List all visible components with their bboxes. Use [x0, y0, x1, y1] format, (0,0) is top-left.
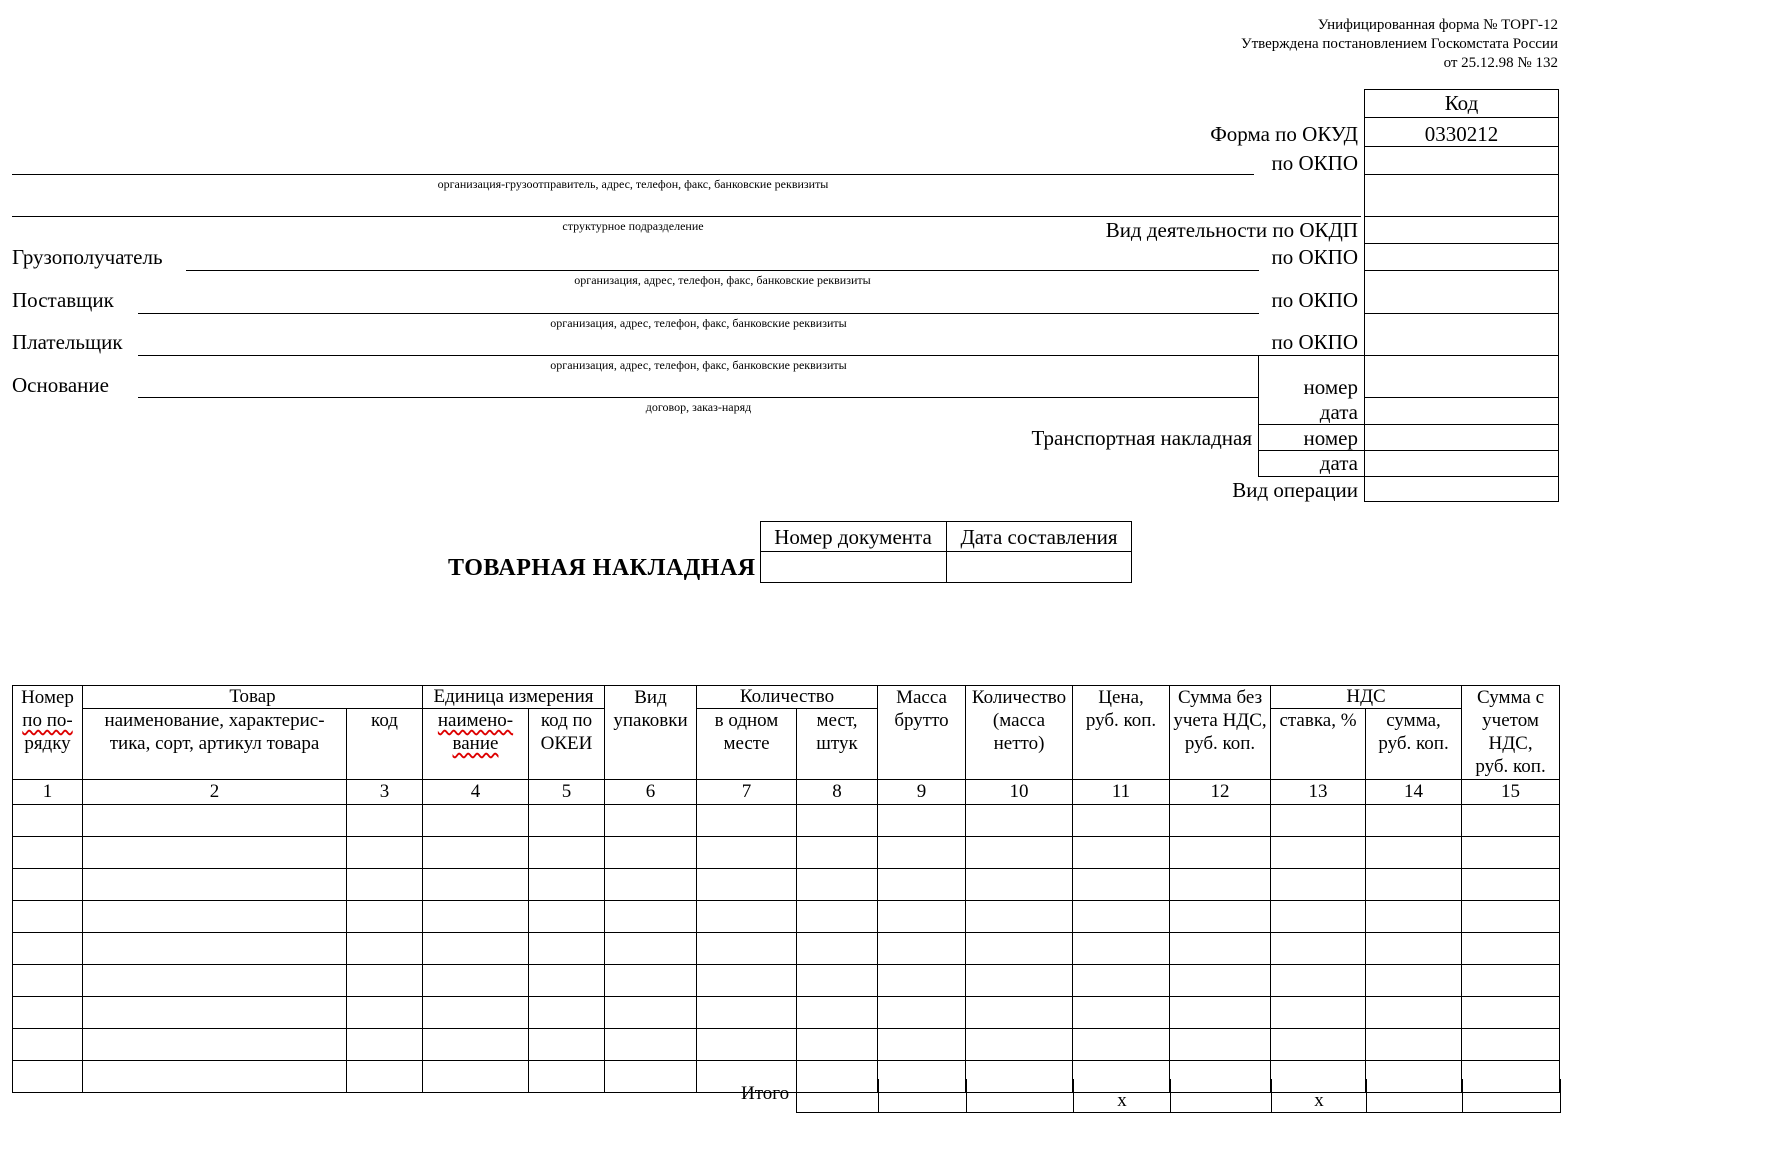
table-cell[interactable] [1366, 965, 1462, 997]
table-cell[interactable] [83, 869, 347, 901]
table-cell[interactable] [878, 869, 966, 901]
table-cell[interactable] [697, 837, 797, 869]
table-cell[interactable] [1073, 869, 1170, 901]
table-cell[interactable] [1271, 869, 1366, 901]
table-cell[interactable] [1462, 805, 1560, 837]
payer-label: Плательщик [12, 330, 123, 354]
table-cell[interactable] [1271, 805, 1366, 837]
table-cell[interactable] [797, 933, 878, 965]
table-row [13, 805, 1560, 837]
table-cell[interactable] [13, 1061, 83, 1093]
table-cell[interactable] [1073, 933, 1170, 965]
kod-header: Код [1444, 91, 1479, 115]
table-cell[interactable] [13, 965, 83, 997]
col-qty-places-header: мест, штук [797, 709, 878, 780]
total-sum-with-vat[interactable] [1463, 1079, 1561, 1113]
total-price-x: x [1074, 1079, 1171, 1113]
table-cell[interactable] [13, 805, 83, 837]
table-cell[interactable] [966, 805, 1073, 837]
table-cell[interactable] [605, 1061, 697, 1093]
col-goods-header: Товар [83, 686, 423, 709]
table-cell[interactable] [605, 869, 697, 901]
table-cell[interactable] [529, 901, 605, 933]
table-cell[interactable] [1462, 965, 1560, 997]
table-cell[interactable] [1170, 997, 1271, 1029]
table-cell[interactable] [878, 933, 966, 965]
table-cell[interactable] [966, 997, 1073, 1029]
table-cell[interactable] [966, 933, 1073, 965]
header-row-1 [13, 686, 1560, 709]
col-unit-name-header: наимено- вание [423, 709, 529, 780]
table-cell[interactable] [13, 869, 83, 901]
table-cell[interactable] [1170, 901, 1271, 933]
transport-label: Транспортная накладная [1031, 426, 1252, 450]
table-cell[interactable] [83, 1061, 347, 1093]
table-cell[interactable] [605, 1029, 697, 1061]
col-price-header: Цена, руб. коп. [1073, 686, 1170, 780]
table-cell[interactable] [966, 1029, 1073, 1061]
basis-date-label: дата [1319, 400, 1358, 424]
header-row-2 [13, 709, 1560, 780]
table-cell[interactable] [1073, 837, 1170, 869]
table-cell[interactable] [797, 901, 878, 933]
doc-number-header: Номер документа [774, 525, 932, 549]
table-cell[interactable] [13, 1029, 83, 1061]
table-cell[interactable] [529, 869, 605, 901]
form-date: от 25.12.98 № 132 [1443, 55, 1558, 71]
table-cell[interactable] [347, 933, 423, 965]
table-cell[interactable] [797, 1029, 878, 1061]
table-cell[interactable] [1170, 869, 1271, 901]
table-cell[interactable] [1073, 997, 1170, 1029]
basis-caption: договор, заказ-наряд [645, 400, 752, 414]
col-qty-header: Количество [697, 686, 878, 709]
table-cell[interactable] [697, 965, 797, 997]
col-num: 13 [1271, 780, 1366, 805]
table-cell[interactable] [83, 933, 347, 965]
table-cell[interactable] [966, 837, 1073, 869]
total-gross[interactable] [879, 1079, 967, 1113]
table-cell[interactable] [966, 965, 1073, 997]
table-cell[interactable] [1073, 901, 1170, 933]
table-cell[interactable] [529, 805, 605, 837]
col-num: 1 [13, 780, 83, 805]
table-cell[interactable] [347, 1029, 423, 1061]
table-cell[interactable] [1462, 997, 1560, 1029]
col-num: 9 [878, 780, 966, 805]
table-cell[interactable] [423, 997, 529, 1029]
table-cell[interactable] [423, 965, 529, 997]
basis-label: Основание [12, 373, 109, 397]
table-cell[interactable] [605, 805, 697, 837]
col-num: 8 [797, 780, 878, 805]
table-cell[interactable] [1271, 837, 1366, 869]
table-cell[interactable] [1366, 901, 1462, 933]
table-cell[interactable] [529, 965, 605, 997]
col-goods-code-header: код [347, 709, 423, 780]
col-vat-sum-header: сумма, руб. коп. [1366, 709, 1462, 780]
table-cell[interactable] [347, 997, 423, 1029]
col-unit-header: Единица измерения [423, 686, 605, 709]
col-net-header: Количество (масса нетто) [966, 686, 1073, 780]
table-cell[interactable] [1073, 1029, 1170, 1061]
table-cell[interactable] [878, 965, 966, 997]
col-sum-with-vat-header: Сумма с учетом НДС, руб. коп. [1462, 686, 1560, 780]
col-qty-one-header: в одном месте [697, 709, 797, 780]
okpo-label-consignee: по ОКПО [1271, 245, 1358, 269]
table-cell[interactable] [529, 1061, 605, 1093]
supplier-line[interactable] [138, 313, 1259, 314]
table-cell[interactable] [83, 997, 347, 1029]
table-cell[interactable] [966, 869, 1073, 901]
table-cell[interactable] [605, 901, 697, 933]
col-gross-header: Масса брутто [878, 686, 966, 780]
col-unit-okei-header: код по ОКЕИ [529, 709, 605, 780]
transport-number-label: номер [1303, 426, 1358, 450]
payer-line[interactable] [138, 355, 1259, 356]
col-num: 10 [966, 780, 1073, 805]
operation-type-label: Вид операции [1232, 478, 1358, 502]
table-cell[interactable] [1073, 805, 1170, 837]
table-cell[interactable] [347, 965, 423, 997]
table-cell[interactable] [797, 869, 878, 901]
okpo-label-supplier: по ОКПО [1271, 288, 1358, 312]
division-caption: структурное подразделение [562, 219, 704, 233]
col-num: 5 [529, 780, 605, 805]
col-num: 2 [83, 780, 347, 805]
table-cell[interactable] [1170, 965, 1271, 997]
table-cell[interactable] [423, 869, 529, 901]
table-cell[interactable] [797, 805, 878, 837]
okud-value[interactable]: 0330212 [1424, 122, 1499, 146]
table-cell[interactable] [1462, 933, 1560, 965]
table-cell[interactable] [1170, 933, 1271, 965]
table-cell[interactable] [605, 965, 697, 997]
table-cell[interactable] [1271, 933, 1366, 965]
table-cell[interactable] [423, 837, 529, 869]
consignee-caption: организация, адрес, телефон, факс, банковские реквизиты [574, 273, 871, 287]
table-cell[interactable] [1271, 1029, 1366, 1061]
col-num: 12 [1170, 780, 1271, 805]
form-name: Унифицированная форма № ТОРГ-12 [1317, 17, 1558, 33]
table-cell[interactable] [1462, 869, 1560, 901]
table-cell[interactable] [1366, 933, 1462, 965]
table-cell[interactable] [697, 869, 797, 901]
table-row [13, 997, 1560, 1029]
table-cell[interactable] [83, 805, 347, 837]
table-cell[interactable] [1366, 837, 1462, 869]
consignee-line[interactable] [186, 270, 1259, 271]
col-sum-no-vat-header: Сумма без учета НДС, руб. коп. [1170, 686, 1271, 780]
table-cell[interactable] [423, 1061, 529, 1093]
total-net[interactable] [967, 1079, 1074, 1113]
table-cell[interactable] [1271, 965, 1366, 997]
doc-date-field[interactable] [948, 553, 1131, 581]
total-vat-rate-x: x [1272, 1079, 1367, 1113]
okdp-label: Вид деятельности по ОКДП [1105, 218, 1358, 242]
totals-row [796, 1079, 1561, 1113]
table-cell[interactable] [13, 901, 83, 933]
col-num: 6 [605, 780, 697, 805]
table-cell[interactable] [529, 933, 605, 965]
table-cell[interactable] [13, 997, 83, 1029]
table-cell[interactable] [83, 837, 347, 869]
col-num: 4 [423, 780, 529, 805]
col-vat-rate-header: ставка, % [1271, 709, 1366, 780]
table-cell[interactable] [1170, 805, 1271, 837]
okpo-label-payer: по ОКПО [1271, 330, 1358, 354]
table-cell[interactable] [878, 901, 966, 933]
table-cell[interactable] [1271, 997, 1366, 1029]
table-cell[interactable] [13, 933, 83, 965]
doc-date-header: Дата составления [960, 525, 1118, 549]
division-line[interactable] [12, 216, 1361, 217]
table-cell[interactable] [83, 965, 347, 997]
table-cell[interactable] [966, 901, 1073, 933]
table-cell[interactable] [797, 997, 878, 1029]
table-cell[interactable] [1366, 1029, 1462, 1061]
table-cell[interactable] [697, 1029, 797, 1061]
table-cell[interactable] [797, 965, 878, 997]
table-cell[interactable] [1271, 901, 1366, 933]
total-places[interactable] [797, 1079, 879, 1113]
table-cell[interactable] [605, 837, 697, 869]
form-header [1241, 16, 1558, 73]
table-row [13, 1029, 1560, 1061]
shipper-line[interactable] [12, 174, 1254, 175]
table-cell[interactable] [1170, 1029, 1271, 1061]
table-cell[interactable] [529, 837, 605, 869]
table-cell[interactable] [83, 901, 347, 933]
table-row [13, 933, 1560, 965]
table-row [13, 901, 1560, 933]
col-num: 11 [1073, 780, 1170, 805]
supplier-label: Поставщик [12, 288, 114, 312]
okud-label: Форма по ОКУД [1210, 122, 1358, 146]
table-cell[interactable] [423, 933, 529, 965]
table-cell[interactable] [529, 997, 605, 1029]
table-row [13, 869, 1560, 901]
table-cell[interactable] [1366, 997, 1462, 1029]
table-cell[interactable] [878, 837, 966, 869]
col-num: 14 [1366, 780, 1462, 805]
table-cell[interactable] [1366, 805, 1462, 837]
total-vat-sum[interactable] [1367, 1079, 1463, 1113]
transport-date-label: дата [1319, 451, 1358, 475]
table-cell[interactable] [1073, 965, 1170, 997]
col-goods-name-header: наименование, характерис- тика, сорт, артикул товара [83, 709, 347, 780]
document-title: ТОВАРНАЯ НАКЛАДНАЯ [448, 555, 756, 581]
col-num: 3 [347, 780, 423, 805]
shipper-caption: организация-грузоотправитель, адрес, телефон, факс, банковские реквизиты [437, 177, 829, 191]
table-cell[interactable] [605, 933, 697, 965]
col-number-header: Номер по по- рядку [13, 686, 83, 780]
table-cell[interactable] [423, 1029, 529, 1061]
table-cell[interactable] [347, 869, 423, 901]
col-num: 15 [1462, 780, 1560, 805]
table-cell[interactable] [605, 997, 697, 1029]
table-cell[interactable] [13, 837, 83, 869]
table-row [13, 965, 1560, 997]
supplier-caption: организация, адрес, телефон, факс, банковские реквизиты [550, 316, 847, 330]
table-cell[interactable] [697, 901, 797, 933]
table-cell[interactable] [697, 805, 797, 837]
table-cell[interactable] [1462, 901, 1560, 933]
table-cell[interactable] [1170, 837, 1271, 869]
table-cell[interactable] [1462, 1029, 1560, 1061]
column-number-row [13, 780, 1560, 805]
basis-line[interactable] [138, 397, 1259, 398]
consignee-label: Грузополучатель [12, 245, 163, 269]
table-cell[interactable] [697, 933, 797, 965]
table-cell[interactable] [878, 805, 966, 837]
doc-number-field[interactable] [762, 553, 945, 581]
table-cell[interactable] [878, 997, 966, 1029]
form-approval: Утверждена постановлением Госкомстата России [1240, 36, 1558, 52]
table-cell[interactable] [347, 805, 423, 837]
table-cell[interactable] [878, 1029, 966, 1061]
table-cell[interactable] [1366, 869, 1462, 901]
col-pack-header: Вид упаковки [605, 686, 697, 780]
total-sum-no-vat[interactable] [1171, 1079, 1272, 1113]
table-cell[interactable] [1462, 837, 1560, 869]
table-cell[interactable] [797, 837, 878, 869]
col-vat-header: НДС [1271, 686, 1462, 709]
table-cell[interactable] [529, 1029, 605, 1061]
table-cell[interactable] [423, 805, 529, 837]
payer-caption: организация, адрес, телефон, факс, банковские реквизиты [550, 358, 847, 372]
table-cell[interactable] [423, 901, 529, 933]
table-row [13, 837, 1560, 869]
table-cell[interactable] [347, 901, 423, 933]
table-cell[interactable] [347, 1061, 423, 1093]
goods-table [12, 685, 1560, 1093]
table-cell[interactable] [83, 1029, 347, 1061]
table-cell[interactable] [347, 837, 423, 869]
basis-number-label: номер [1303, 375, 1358, 399]
totals-label: Итого [741, 1083, 790, 1104]
codes-column [1364, 89, 1559, 502]
okpo-label-shipper: по ОКПО [1271, 151, 1358, 175]
table-cell[interactable] [697, 997, 797, 1029]
col-num: 7 [697, 780, 797, 805]
